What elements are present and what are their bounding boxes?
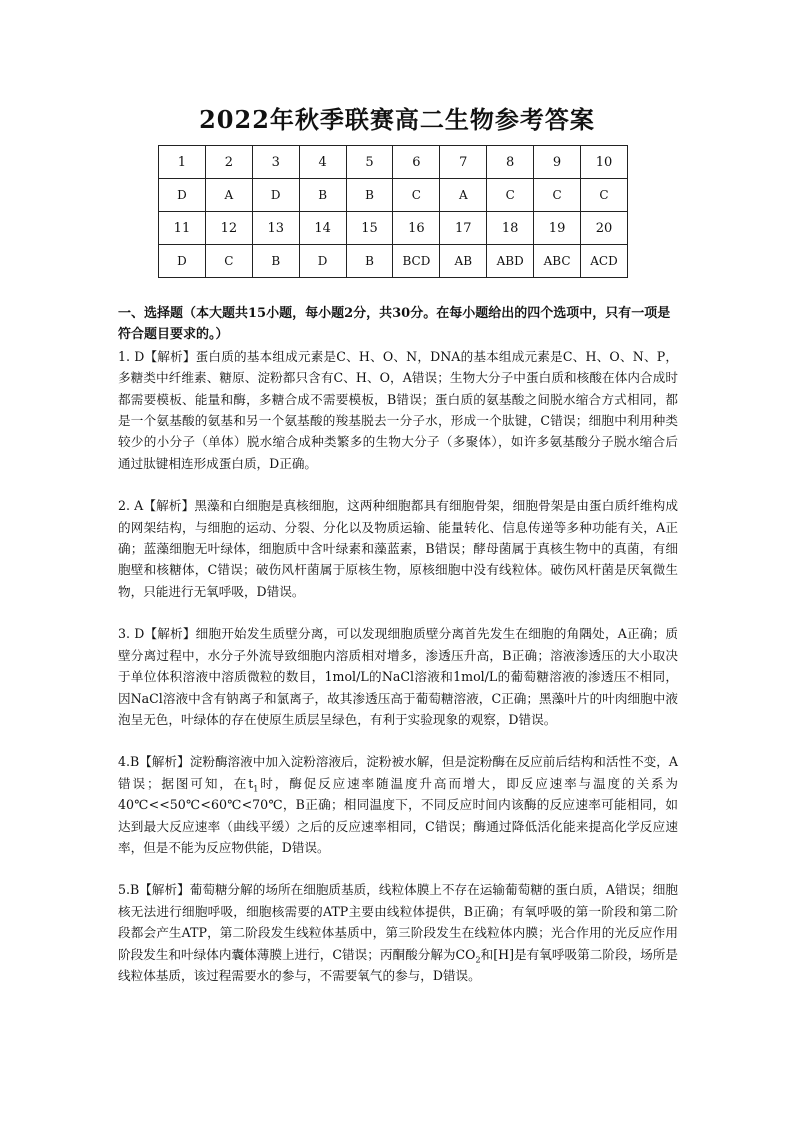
answer-cell: B — [252, 245, 299, 278]
explanation-q3: 3. D【解析】细胞开始发生质壁分离，可以发现细胞质壁分离首先发生在细胞的角隅处，A正确；质壁分离过程中，水分子外流导致细胞内溶质相对增多，渗透压升高，B正确；溶液渗透压的大小取决于单位体积溶液中溶质微粒的数目，1mol/L的NaCl溶液和1mol/L的葡萄糖溶液的渗透压不相同，因NaCl溶液中含有钠离子和氯离子，故其渗透压高于葡萄糖溶液，C正确；黑藻叶片的叶肉细胞中液泡呈无色，叶绿体的存在使原生质层呈绿色，有利于实验现象的观察，D错误。 — [118, 626, 678, 727]
explanation-q2: 2. A【解析】黑藻和白细胞是真核细胞，这两种细胞都具有细胞骨架，细胞骨架是由蛋白质纤维构成的网架结构，与细胞的运动、分裂、分化以及物质运输、能量转化、信息传递等多种功能有关，A正确；蓝藻细胞无叶绿体，细胞质中含叶绿素和藻蓝素，B错误；酵母菌属于真核生物中的真菌，有细胞壁和核糖体，C错误；破伤风杆菌属于原核生物，原核细胞中没有线粒体。破伤风杆菌是厌氧微生物，只能进行无氧呼吸，D错误。 — [118, 498, 678, 599]
explanations — [118, 303, 678, 1007]
question-number-cell: 2 — [205, 146, 252, 179]
answer-row — [159, 179, 628, 212]
question-number-cell: 20 — [581, 212, 628, 245]
q4-part-b: 时，酶促反应速率随温度升高而增大，即反应速率与温度的关系为40℃<<50℃<60℃<70℃，B正确；相同温度下，不同反应时间内该酶的反应速率可能相同，如达到最大反应速率（曲线平缓）之后的反应速率相同，C错误；酶通过降低活化能来提高化学反应速率，但是不能为反应物供能，D错误。 — [118, 775, 679, 855]
answer-cell: ABC — [534, 245, 581, 278]
question-number-cell: 17 — [440, 212, 487, 245]
answer-cell: AB — [440, 245, 487, 278]
question-number-cell: 9 — [534, 146, 581, 179]
answer-cell: A — [205, 179, 252, 212]
explanation-q5 — [118, 879, 678, 986]
question-number-cell: 1 — [159, 146, 206, 179]
question-number-cell: 6 — [393, 146, 440, 179]
question-number-cell: 12 — [205, 212, 252, 245]
question-number-cell: 3 — [252, 146, 299, 179]
question-number-cell: 5 — [346, 146, 393, 179]
question-number-cell: 19 — [534, 212, 581, 245]
q4-part-a: 4.B【解析】淀粉酶溶液中加入淀粉溶液后，淀粉被水解，但是淀粉酶在反应前后结构和活性不变，A错误；据图可知，在t — [118, 754, 678, 791]
answer-cell: C — [487, 179, 534, 212]
question-number-cell: 7 — [440, 146, 487, 179]
question-number-row — [159, 146, 628, 179]
answer-cell: C — [581, 179, 628, 212]
question-number-cell: 13 — [252, 212, 299, 245]
answer-cell: B — [299, 179, 346, 212]
explanation-q1: 1. D【解析】蛋白质的基本组成元素是C、H、O、N，DNA的基本组成元素是C、H、O、N、P，多糖类中纤维素、糖原、淀粉都只含有C、H、O，A错误；生物大分子中蛋白质和核酸在体内合成时都需要模板、能量和酶，多糖合成不需要模板，B错误；蛋白质的氨基酸之间脱水缩合方式相同，都是一个氨基酸的氨基和另一个氨基酸的羧基脱去一分子水，形成一个肽键，C错误；细胞中利用种类较少的小分子（单体）脱水缩合成种类繁多的生物大分子（多聚体），如许多氨基酸分子脱水缩合后通过肽键相连形成蛋白质，D正确。 — [118, 348, 678, 471]
answer-cell: D — [159, 179, 206, 212]
answer-cell: C — [393, 179, 440, 212]
question-number-cell: 10 — [581, 146, 628, 179]
answer-cell: C — [534, 179, 581, 212]
answer-table — [158, 145, 628, 278]
question-number-cell: 16 — [393, 212, 440, 245]
question-number-row — [159, 212, 628, 245]
page-title: 2022年秋季联赛高二生物参考答案 — [199, 105, 595, 134]
answer-cell: BCD — [393, 245, 440, 278]
question-number-cell: 18 — [487, 212, 534, 245]
answer-cell: D — [299, 245, 346, 278]
answer-cell: D — [252, 179, 299, 212]
question-number-cell: 8 — [487, 146, 534, 179]
answer-cell: ACD — [581, 245, 628, 278]
question-number-cell: 11 — [159, 212, 206, 245]
answer-cell: D — [159, 245, 206, 278]
question-number-cell: 4 — [299, 146, 346, 179]
q5-subscript: 2 — [475, 955, 481, 965]
answer-cell: B — [346, 179, 393, 212]
explanation-q4 — [118, 751, 678, 858]
question-number-cell: 14 — [299, 212, 346, 245]
answer-cell: B — [346, 245, 393, 278]
answer-cell: A — [440, 179, 487, 212]
q4-subscript: 1 — [253, 784, 259, 794]
question-number-cell: 15 — [346, 212, 393, 245]
q5-part-a: 5.B【解析】葡萄糖分解的场所在细胞质基质，线粒体膜上不存在运输葡萄糖的蛋白质，A错误；细胞核无法进行细胞呼吸，细胞核需要的ATP主要由线粒体提供，B正确；有氧呼吸的第一阶段和第二阶段都会产生ATP，第二阶段发生线粒体基质中，第三阶段发生在线粒体内膜；光合作用的光反应作用阶段发生和叶绿体内囊体薄膜上进行，C错误；丙酮酸分解为CO — [118, 882, 678, 962]
answer-cell: C — [205, 245, 252, 278]
q5-part-b: 和[H]是有氧呼吸第二阶段，场所是线粒体基质，该过程需要水的参与，不需要氧气的参与，D错误。 — [118, 946, 678, 983]
answer-cell: ABD — [487, 245, 534, 278]
answer-row — [159, 245, 628, 278]
section-heading: 一、选择题（本大题共15小题，每小题2分，共30分。在每小题给出的四个选项中，只有一项是符合题目要求的。） — [118, 306, 671, 343]
